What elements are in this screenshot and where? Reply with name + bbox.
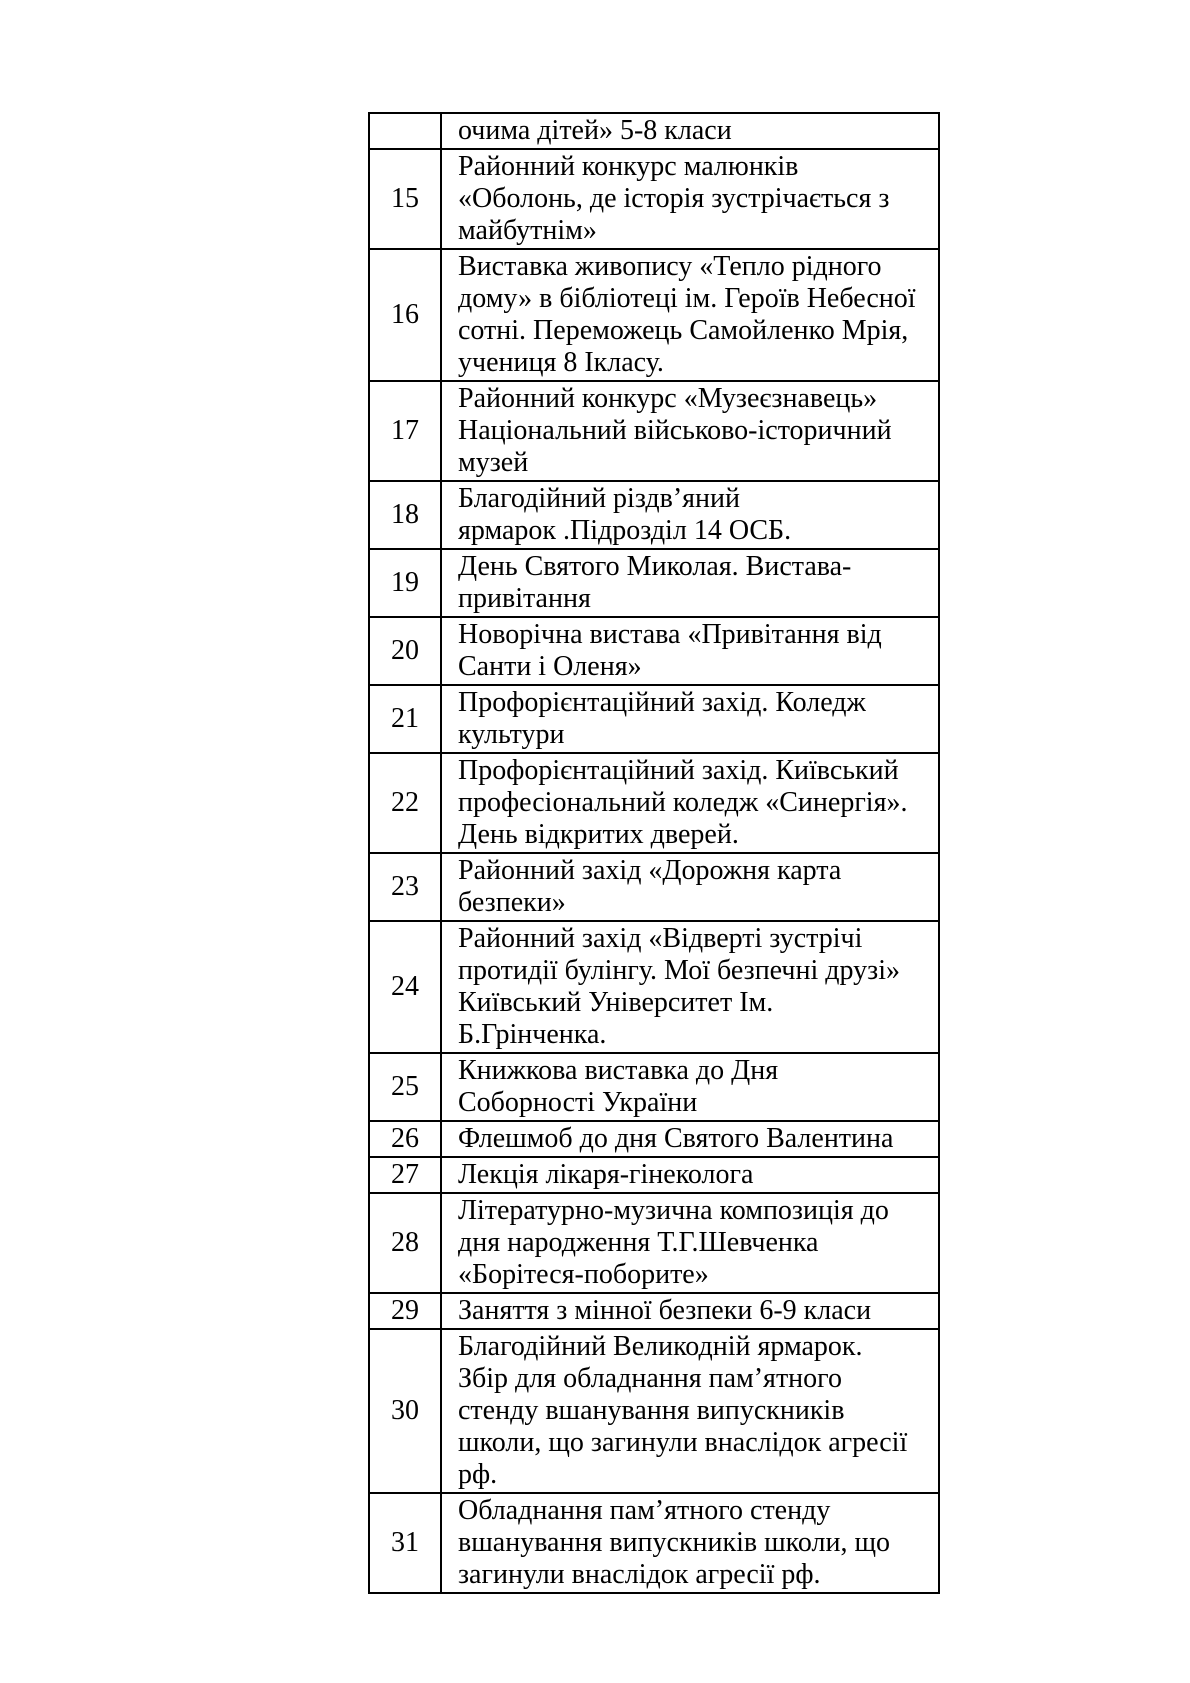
- row-number: 26: [391, 1123, 419, 1154]
- event-text-line: Збір для обладнання пам’ятного: [458, 1363, 842, 1394]
- event-text-line: День відкритих дверей.: [458, 819, 739, 850]
- table-row: [369, 249, 939, 381]
- row-description-cell: [441, 753, 939, 853]
- table-row: [369, 753, 939, 853]
- row-number: 15: [391, 183, 419, 214]
- event-text-line: Районний захід «Дорожня карта: [458, 855, 842, 886]
- event-text-line: Профорієнтаційний захід. Київський: [458, 755, 899, 786]
- row-number-cell: [369, 853, 441, 921]
- event-text-line: Соборності України: [458, 1087, 698, 1118]
- event-text-line: учениця 8 Ікласу.: [458, 347, 664, 378]
- row-number-cell: [369, 753, 441, 853]
- event-text-line: безпеки»: [458, 887, 566, 918]
- table-row: [369, 549, 939, 617]
- row-number: 24: [391, 971, 419, 1002]
- table-row: [369, 921, 939, 1053]
- row-description-cell: [441, 1193, 939, 1293]
- event-text-line: Обладнання пам’ятного стенду: [458, 1495, 831, 1526]
- event-text-line: Благодійний різдв’яний: [458, 483, 741, 514]
- row-number-cell: [369, 921, 441, 1053]
- event-text-line: дня народження Т.Г.Шевченка: [458, 1227, 819, 1258]
- row-number-cell: [369, 1293, 441, 1329]
- table-row: [369, 1293, 939, 1329]
- event-text-line: Літературно-музична композиція до: [458, 1195, 889, 1226]
- row-description-cell: [441, 853, 939, 921]
- event-text-line: Благодійний Великодній ярмарок.: [458, 1331, 863, 1362]
- row-number: 31: [391, 1527, 419, 1558]
- table-row: [369, 685, 939, 753]
- event-text-line: Флешмоб до дня Святого Валентина: [458, 1123, 894, 1154]
- row-number: 30: [391, 1395, 419, 1426]
- event-text-line: протидії булінгу. Мої безпечні друзі»: [458, 955, 900, 986]
- event-text-line: дому» в бібліотеці ім. Героїв Небесної: [458, 283, 916, 314]
- row-description-cell: [441, 1157, 939, 1193]
- event-text-line: загинули внаслідок агресії рф.: [458, 1559, 821, 1590]
- row-number: 19: [391, 567, 419, 598]
- event-text-line: вшанування випускників школи, що: [458, 1527, 891, 1558]
- event-text-line: ярмарок .Підрозділ 14 ОСБ.: [458, 515, 792, 546]
- row-number: 21: [391, 703, 419, 734]
- row-number: 18: [391, 499, 419, 530]
- row-number-cell: [369, 249, 441, 381]
- row-description-cell: [441, 381, 939, 481]
- row-description-cell: [441, 1293, 939, 1329]
- row-number: 28: [391, 1227, 419, 1258]
- row-description-cell: [441, 113, 939, 149]
- event-text-line: Книжкова виставка до Дня: [458, 1055, 779, 1086]
- row-number-cell: [369, 113, 441, 149]
- row-number: 16: [391, 299, 419, 330]
- row-number-cell: [369, 1493, 441, 1593]
- row-number-cell: [369, 1329, 441, 1493]
- event-text-line: Новорічна вистава «Привітання від: [458, 619, 882, 650]
- row-description-cell: [441, 249, 939, 381]
- row-number-cell: [369, 549, 441, 617]
- events-table: [368, 112, 940, 1594]
- row-description-cell: [441, 549, 939, 617]
- table-row: [369, 381, 939, 481]
- row-description-cell: [441, 685, 939, 753]
- row-number-cell: [369, 481, 441, 549]
- row-description-cell: [441, 149, 939, 249]
- row-number-cell: [369, 1193, 441, 1293]
- table-row: [369, 1053, 939, 1121]
- event-text-line: привітання: [458, 583, 591, 614]
- event-text-line: Заняття з мінної безпеки 6-9 класи: [458, 1295, 872, 1326]
- row-description-cell: [441, 481, 939, 549]
- row-number: 27: [391, 1159, 419, 1190]
- event-text-line: Районний захід «Відверті зустрічі: [458, 923, 863, 954]
- event-text-line: музей: [458, 447, 529, 478]
- row-description-cell: [441, 1493, 939, 1593]
- event-text-line: Виставка живопису «Тепло рідного: [458, 251, 882, 282]
- table-row: [369, 853, 939, 921]
- event-text-line: Національний військово-історичний: [458, 415, 892, 446]
- event-text-line: майбутнім»: [458, 215, 597, 246]
- event-text-line: школи, що загинули внаслідок агресії: [458, 1427, 908, 1458]
- row-number: 17: [391, 415, 419, 446]
- event-text-line: «Оболонь, де історія зустрічається з: [458, 183, 890, 214]
- table-row: [369, 149, 939, 249]
- table-row: [369, 1329, 939, 1493]
- row-description-cell: [441, 921, 939, 1053]
- table-row: [369, 113, 939, 149]
- event-text-line: Профорієнтаційний захід. Коледж: [458, 687, 866, 718]
- event-text-line: День Святого Миколая. Вистава-: [458, 551, 852, 582]
- event-text-line: Санти і Оленя»: [458, 651, 642, 682]
- table-row: [369, 481, 939, 549]
- row-number: 20: [391, 635, 419, 666]
- table-row: [369, 1493, 939, 1593]
- table-row: [369, 1121, 939, 1157]
- event-text-line: культури: [458, 719, 565, 750]
- row-description-cell: [441, 1053, 939, 1121]
- row-number-cell: [369, 685, 441, 753]
- event-text-line: рф.: [458, 1459, 498, 1490]
- event-text-line: сотні. Переможець Самойленко Мрія,: [458, 315, 909, 346]
- table-row: [369, 1193, 939, 1293]
- event-text-line: очима дітей» 5-8 класи: [458, 115, 732, 146]
- row-number-cell: [369, 149, 441, 249]
- event-text-line: стенду вшанування випускників: [458, 1395, 845, 1426]
- row-number-cell: [369, 1053, 441, 1121]
- event-text-line: Б.Грінченка.: [458, 1019, 607, 1050]
- table-row: [369, 617, 939, 685]
- row-number-cell: [369, 1157, 441, 1193]
- row-description-cell: [441, 1121, 939, 1157]
- event-text-line: Лекція лікаря-гінеколога: [458, 1159, 754, 1190]
- row-number: 25: [391, 1071, 419, 1102]
- table-row: [369, 1157, 939, 1193]
- row-number: 23: [391, 871, 419, 902]
- row-description-cell: [441, 1329, 939, 1493]
- row-number: 22: [391, 787, 419, 818]
- event-text-line: Київський Університет Ім.: [458, 987, 774, 1018]
- row-number-cell: [369, 1121, 441, 1157]
- row-number-cell: [369, 381, 441, 481]
- event-text-line: професіональний коледж «Синергія».: [458, 787, 908, 818]
- event-text-line: «Борітеся-поборите»: [458, 1259, 709, 1290]
- row-number: 29: [391, 1295, 419, 1326]
- event-text-line: Районний конкурс малюнків: [458, 151, 799, 182]
- row-number-cell: [369, 617, 441, 685]
- event-text-line: Районний конкурс «Музеєзнавець»: [458, 383, 878, 414]
- row-description-cell: [441, 617, 939, 685]
